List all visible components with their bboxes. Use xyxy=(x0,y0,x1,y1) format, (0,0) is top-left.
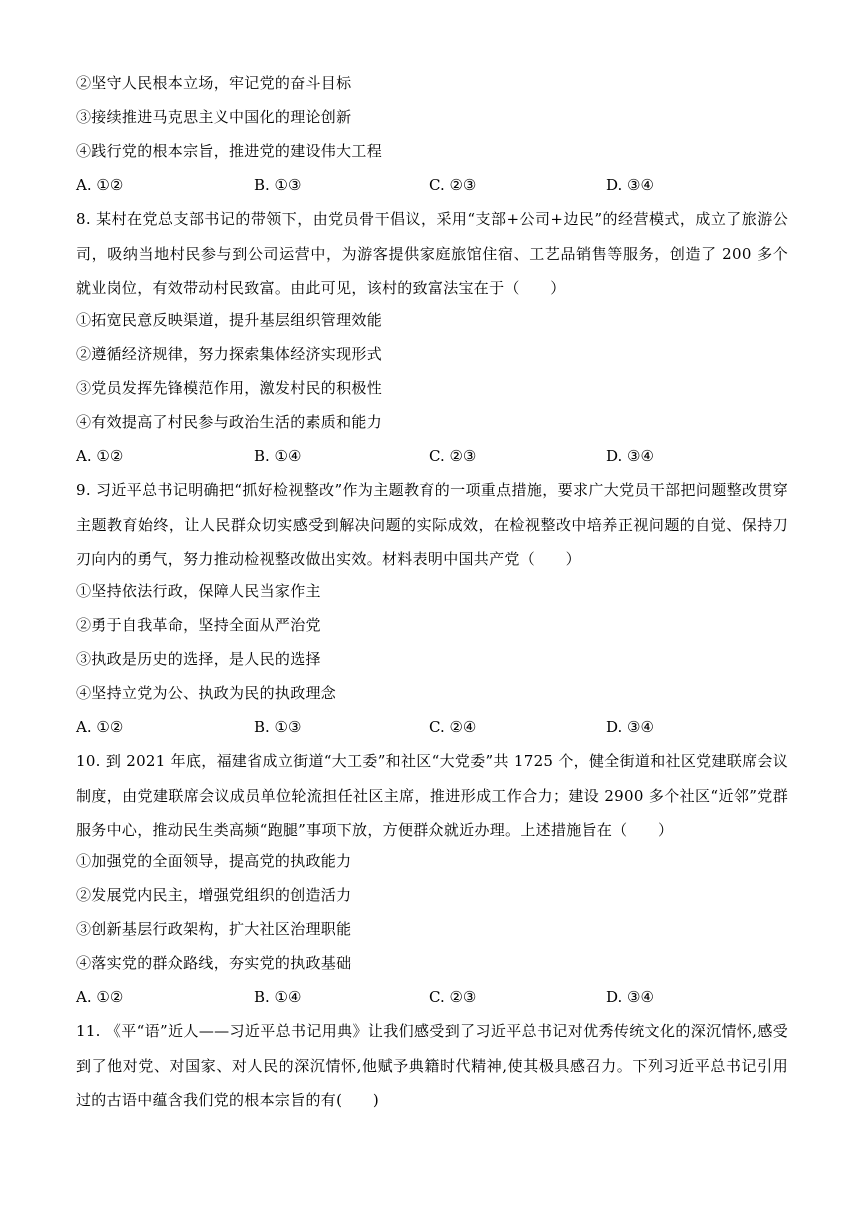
option-statement-2: ②勇于自我革命，坚持全面从严治党 xyxy=(76,616,321,634)
choice-d: D. ③④ xyxy=(606,988,654,1006)
choice-d: D. ③④ xyxy=(606,176,654,194)
choice-b: B. ①③ xyxy=(254,718,302,736)
answer-choices xyxy=(76,175,776,195)
option-statement-3: ③执政是历史的选择，是人民的选择 xyxy=(76,650,321,668)
choice-b: B. ①④ xyxy=(254,447,302,465)
choice-a: A. ①② xyxy=(76,447,124,465)
choice-d: D. ③④ xyxy=(606,718,654,736)
option-statement-4: ④落实党的群众路线，夯实党的执政基础 xyxy=(76,954,352,972)
choice-c: C. ②③ xyxy=(429,988,477,1006)
question-10-stem: 10. 到 2021 年底，福建省成立街道“大工委”和社区“大党委”共 1725 个，健全街道和社区党建联席会议制度，由党建联席会议成员单位轮流担任社区主席，推进形成工作合力；建设 2900 多个社区“近邻”党群服务中心，推动民生类高频“跑腿”事项下放，方便群众就近办理。上述措施旨在（ ） xyxy=(76,752,788,839)
choice-a: A. ①② xyxy=(76,718,124,736)
option-statement-1: ①加强党的全面领导，提高党的执政能力 xyxy=(76,852,352,870)
choice-b: B. ①③ xyxy=(254,176,302,194)
answer-choices xyxy=(76,987,776,1007)
choice-a: A. ①② xyxy=(76,176,124,194)
option-statement-2: ②遵循经济规律，努力探索集体经济实现形式 xyxy=(76,345,383,363)
answer-choices xyxy=(76,717,776,737)
option-statement-3: ③接续推进马克思主义中国化的理论创新 xyxy=(76,108,352,126)
choice-d: D. ③④ xyxy=(606,447,654,465)
option-statement-4: ④践行党的根本宗旨，推进党的建设伟大工程 xyxy=(76,142,383,160)
choice-c: C. ②③ xyxy=(429,176,477,194)
option-statement-3: ③创新基层行政架构，扩大社区治理职能 xyxy=(76,920,352,938)
option-statement-3: ③党员发挥先锋模范作用，激发村民的积极性 xyxy=(76,379,383,397)
option-statement-1: ①坚持依法行政，保障人民当家作主 xyxy=(76,582,321,600)
option-statement-2: ②坚守人民根本立场，牢记党的奋斗目标 xyxy=(76,74,352,92)
question-9-stem: 9. 习近平总书记明确把“抓好检视整改”作为主题教育的一项重点措施，要求广大党员干部把问题整改贯穿主题教育始终，让人民群众切实感受到解决问题的实际成效，在检视整改中培养正视问题的自觉、保持刀刃向内的勇气，努力推动检视整改做出实效。材料表明中国共产党（ ） xyxy=(76,481,788,568)
choice-c: C. ②③ xyxy=(429,447,477,465)
option-statement-2: ②发展党内民主，增强党组织的创造活力 xyxy=(76,886,352,904)
choice-a: A. ①② xyxy=(76,988,124,1006)
question-11-stem: 11. 《平“语”近人——习近平总书记用典》让我们感受到了习近平总书记对优秀传统文化的深沉情怀,感受到了他对党、对国家、对人民的深沉情怀,他赋予典籍时代精神,使其极具感召力。下列习近平总书记引用过的古语中蕴含我们党的根本宗旨的有( ) xyxy=(76,1022,788,1109)
option-statement-1: ①拓宽民意反映渠道，提升基层组织管理效能 xyxy=(76,311,383,329)
answer-choices xyxy=(76,446,776,466)
option-statement-4: ④坚持立党为公、执政为民的执政理念 xyxy=(76,684,337,702)
option-statement-4: ④有效提高了村民参与政治生活的素质和能力 xyxy=(76,413,383,431)
question-8-stem: 8. 某村在党总支部书记的带领下，由党员骨干倡议，采用“支部+公司+边民”的经营模式，成立了旅游公司，吸纳当地村民参与到公司运营中，为游客提供家庭旅馆住宿、工艺品销售等服务，创造了 200 多个就业岗位，有效带动村民致富。由此可见，该村的致富法宝在于（ ） xyxy=(76,210,788,297)
choice-b: B. ①④ xyxy=(254,988,302,1006)
choice-c: C. ②④ xyxy=(429,718,477,736)
